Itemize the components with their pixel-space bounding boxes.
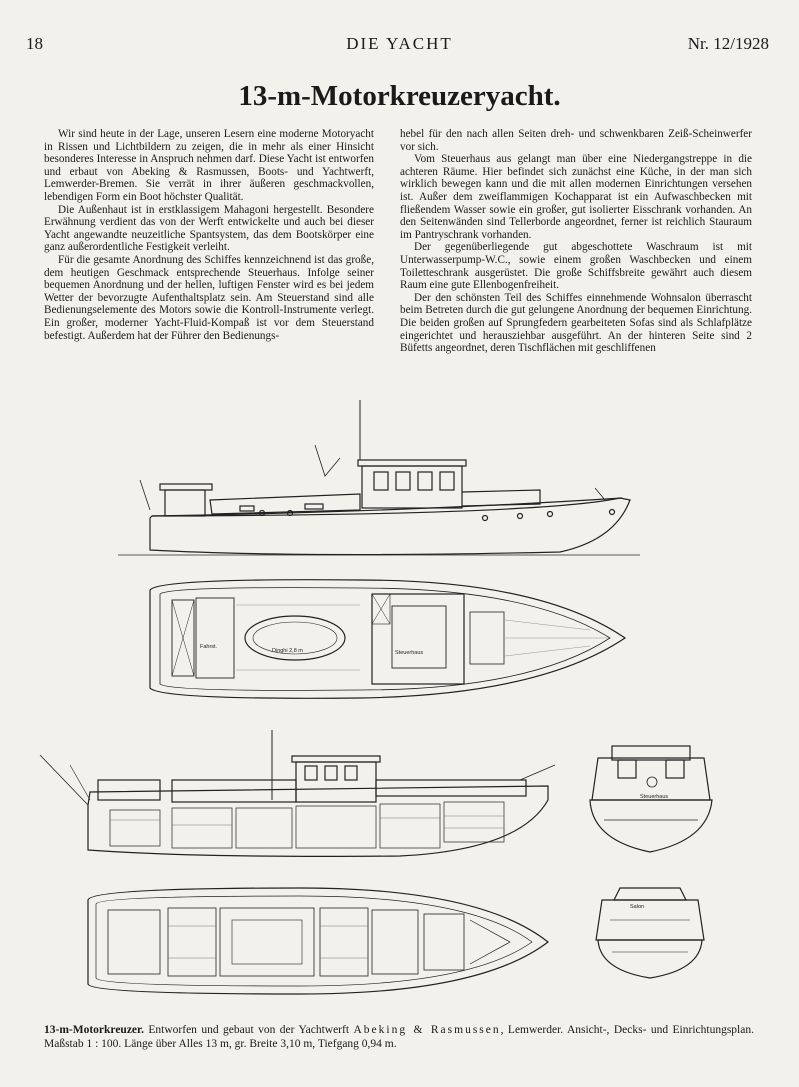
paragraph: Der gegenüberliegende gut abgeschottete Waschraum ist mit Unterwasserpump-W.C., sowie einem großen Waschbecken und einem Toiletteschrank ausgerüstet. Die große Schiffsbreite gewährt auch diesem Raum eine gute Ellenbogenfreiheit. [400, 241, 752, 292]
paragraph: Wir sind heute in der Lage, unseren Lesern eine moderne Motoryacht in Rissen und Lichtbildern zu zeigen, die in mehr als einer Hinsicht besonderes Interesse in Anspruch nehmen darf. Diese Yacht ist entworfen und erbaut von Abeking & Rasmussen, Boots- und Yachtwerft, Lemwerder-Bremen. Sie verrät in ihrer äußeren geschmackvollen, lebendigen Form ein Boot höchster Qualität. [44, 128, 374, 203]
page-number: 18 [26, 34, 43, 53]
paragraph: Vom Steuerhaus aus gelangt man über eine Niedergangstreppe in die achteren Räume. Hier befindet sich zunächst eine Küche, in der man sich wirklich bewegen kann und die mit allen modernen Einrichtungen versehen ist. Außer dem zweiflammigen Kochapparat ist ein Aufwaschbecken mit fließendem Wasser sowie ein großer, gut isolierter Eisschrank vorhanden. An den Seitenwänden sind Tellerborde angeordnet, ferner ist reichlich Stauraum im Pantryschrank vorhanden. [400, 153, 752, 241]
caption-text: Entworfen und gebaut von der Yachtwerft [143, 1024, 354, 1036]
caption-text: , Lemwerder. Ansicht-, Decks- und Einrichtungsplan. Maßstab 1 : 100. Länge über Alles 13 m, gr. Breite 3,10 m, Tiefgang 0,94 m. [44, 1024, 754, 1050]
accommodation-plan-drawing [88, 888, 548, 994]
paragraph: Für die gesamte Anordnung des Schiffes kennzeichnend ist das große, dem heutigen Geschmack entsprechende Steuerhaus. Infolge seiner bequemen Anordnung und der hellen, luftigen Fenster wird es bei jedem Wetter der bevorzugte Aufenthaltsplatz sein. Am Steuerstand sind alle Bedienungselemente des Motors sowie die Kontroll-Instrumente verlegt. Ein großer, moderner Yacht-Fluid-Kompaß ist vor dem Steuerstand befestigt. Außerdem hat der Führer den Bedienungs- [44, 253, 374, 342]
paragraph: Die Außenhaut ist in erstklassigem Mahagoni hergestellt. Besondere Erwähnung verdient das von der Werft entwickelte und auch bei dieser Yacht angewandte neuzeitliche Spantsystem, das dem Bootskörper eine ganz außerordentliche Festigkeit verleiht. [44, 203, 374, 254]
journal-title: DIE YACHT [346, 34, 453, 53]
deck-label-aft: Fahrst. [200, 644, 218, 650]
yacht-plans-figure [0, 380, 799, 1020]
side-elevation-drawing [118, 400, 640, 555]
caption-builder: Abeking & Rasmussen [353, 1024, 501, 1036]
article-right-column [400, 128, 752, 355]
deck-label-dinghy: Dinghi 2,8 m [272, 648, 303, 654]
deck-label-wheelhouse: Steuerhaus [395, 650, 424, 656]
longitudinal-section-drawing [40, 730, 555, 856]
paragraph: hebel für den nach allen Seiten dreh- und schwenkbaren Zeiß-Scheinwerfer vor sich. [400, 128, 752, 153]
figure-caption [44, 1023, 754, 1051]
article-title: 13-m-Motorkreuzeryacht. [238, 80, 561, 112]
section-label-wheelhouse: Steuerhaus [640, 794, 669, 800]
article-left-column [44, 128, 374, 342]
issue-number: Nr. 12/1928 [687, 34, 769, 53]
deck-plan-drawing [150, 580, 625, 699]
caption-lead: 13-m-Motorkreuzer. [44, 1024, 144, 1036]
section-label-salon: Salon [630, 904, 645, 910]
paragraph: Der den schönsten Teil des Schiffes einnehmende Wohnsalon überrascht beim Betreten durch die gut gelungene Anordnung der bequemen Einrichtung. Die beiden großen auf Sprungfedern gearbeiteten Sofas sind als Schlafplätze eingerichtet und herausziehbar ausgeführt. An der hinteren Seite sind 2 Büfetts angeordnet, deren Tischflächen mit geschliffenen [400, 291, 752, 355]
cross-section-salon [596, 888, 704, 978]
